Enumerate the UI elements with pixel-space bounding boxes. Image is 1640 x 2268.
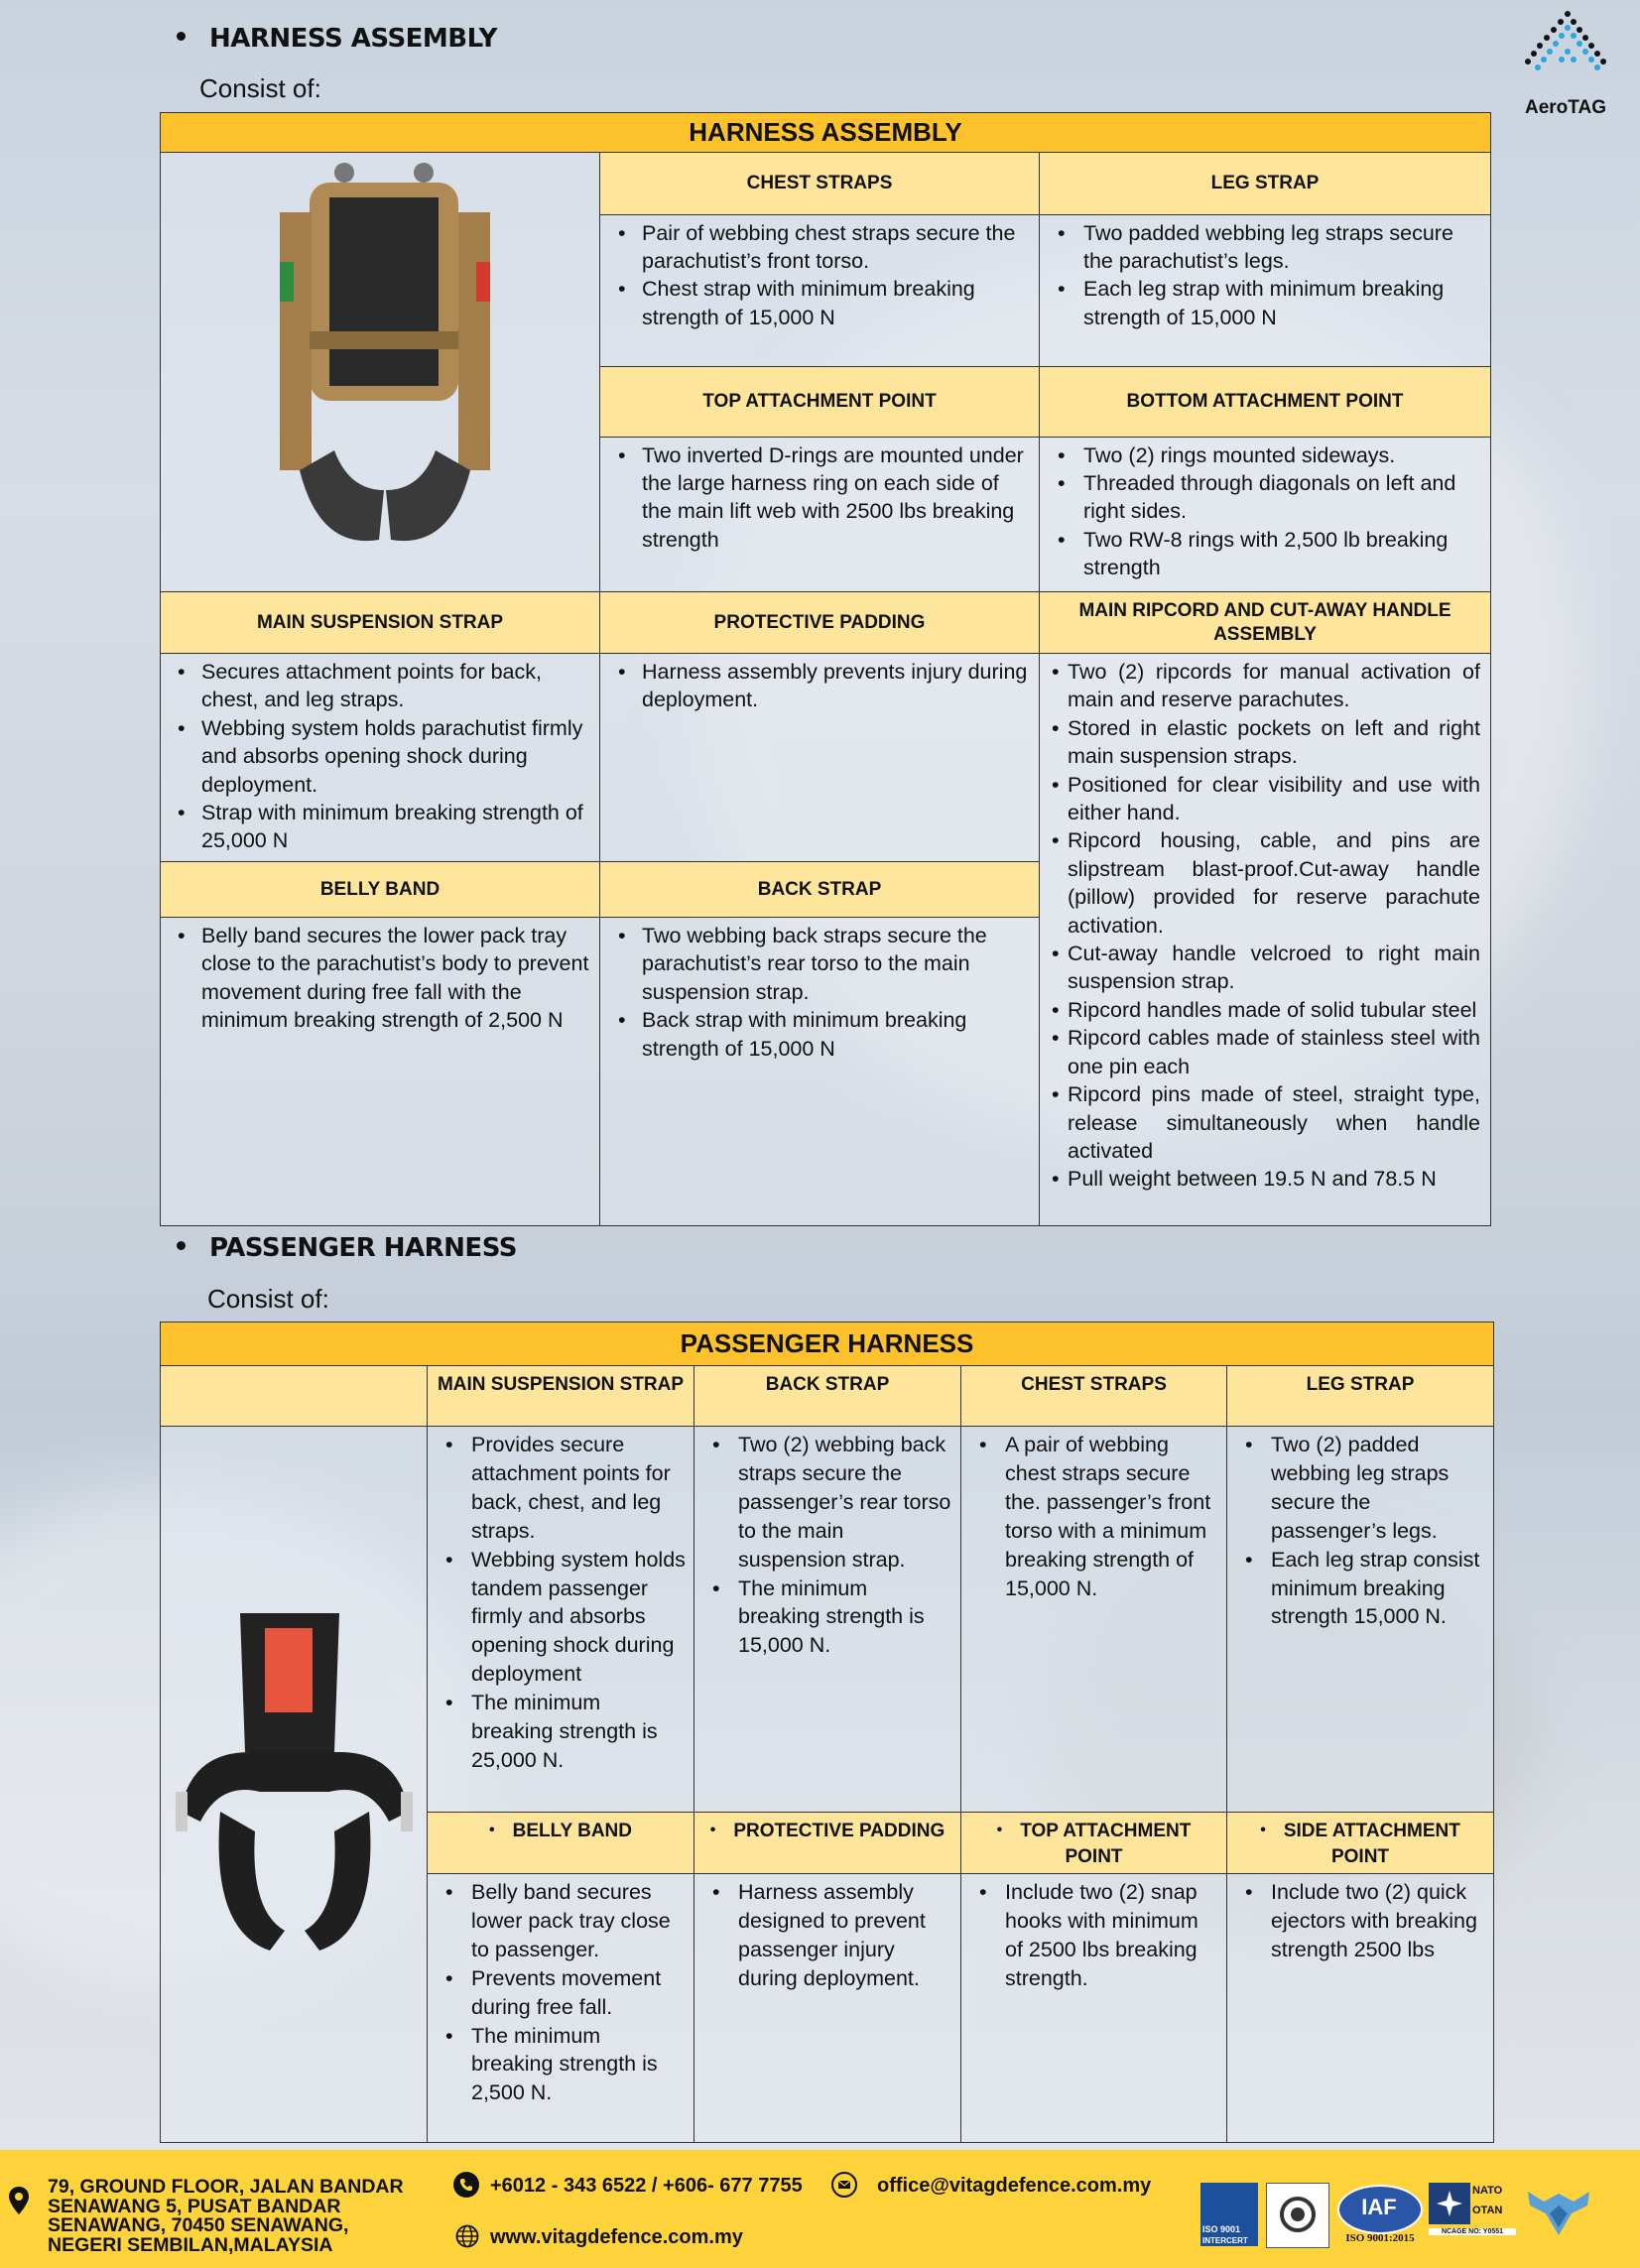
list-item: • Prevents movement during free fall.: [471, 1964, 686, 2022]
ha-leg-strap-cell: [1040, 214, 1491, 366]
list-item: • Cut-away handle velcroed to right main suspension strap.: [1068, 940, 1480, 996]
list-item: • Two webbing back straps secure the parachutist’s rear torso to the main suspension strap.: [642, 922, 1031, 1006]
list-item: • Each leg strap consist minimum breaking strength 15,000 N.: [1271, 1546, 1485, 1632]
address-line: NEGERI SEMBILAN,MALAYSIA: [48, 2233, 333, 2256]
ph-chest-straps-header: CHEST STRAPS: [961, 1366, 1227, 1427]
list-item: • Chest strap with minimum breaking strength of 15,000 N: [642, 275, 1031, 331]
address-line: SENAWANG, 70450 SENAWANG,: [48, 2214, 349, 2236]
list-item: • Provides secure attachment points for back, chest, and leg straps.: [471, 1431, 686, 1546]
harness-assembly-section-title: HARNESS ASSEMBLY: [177, 24, 497, 54]
ph-protective-padding-cell: [694, 1874, 961, 2143]
ha-chest-straps-header: CHEST STRAPS: [600, 153, 1040, 215]
ph-leg-strap-cell: [1227, 1427, 1494, 1813]
list-item: • The minimum breaking strength is 15,000 N.: [738, 1575, 952, 1661]
email-address[interactable]: office@vitagdefence.com.my: [877, 2175, 1152, 2197]
address: [48, 2178, 444, 2255]
list-item: • Belly band secures lower pack tray close to passenger.: [471, 1878, 686, 1964]
location-pin-icon: [8, 2186, 30, 2215]
list-item: • Ripcord pins made of steel, straight type, release simultaneously when handle activated: [1068, 1080, 1480, 1165]
list-item: • Stored in elastic pockets on left and right main suspension straps.: [1068, 714, 1480, 771]
list-item: • Ripcord cables made of stainless steel with one pin each: [1068, 1024, 1480, 1080]
list-item: • Strap with minimum breaking strength of 25,000 N: [201, 799, 591, 855]
passenger-harness-image-cell: [161, 1427, 428, 2143]
passenger-harness-table-title: PASSENGER HARNESS: [161, 1323, 1494, 1366]
list-item: • Belly band secures the lower pack tray close to the parachutist’s body to prevent movement during free fall with the minimum breaking strength of 2,500 N: [201, 922, 591, 1035]
list-item: • Ripcord housing, cable, and pins are slipstream blast-proof.Cut-away handle (pillow) provided for reserve parachute activation.: [1068, 826, 1480, 940]
list-item: • Include two (2) quick ejectors with breaking strength 2500 lbs: [1271, 1878, 1485, 1964]
ha-ripcord-cell: [1040, 654, 1491, 1226]
iso-9001-cert-logo: ISO 9001 INTERCERT: [1200, 2183, 1258, 2246]
list-item: • Two (2) rings mounted sideways.: [1083, 441, 1482, 469]
ph-main-suspension-header: MAIN SUSPENSION STRAP: [428, 1366, 694, 1427]
ph-top-attachment-cell: [961, 1874, 1227, 2143]
ph-leg-strap-header: LEG STRAP: [1227, 1366, 1494, 1427]
list-item: • Two padded webbing leg straps secure the parachutist’s legs.: [1083, 219, 1482, 276]
ha-bottom-attachment-cell: [1040, 437, 1491, 591]
ph-belly-band-header: • BELLY BAND: [428, 1813, 694, 1874]
ph-side-attachment-header: • SIDE ATTACHMENT POINT: [1227, 1813, 1494, 1874]
list-item: • Back strap with minimum breaking strength of 15,000 N: [642, 1006, 1031, 1063]
passenger-harness-image: [161, 1554, 428, 2010]
ph-main-suspension-cell: [428, 1427, 694, 1813]
website-link[interactable]: www.vitagdefence.com.my: [490, 2226, 743, 2248]
list-item: • Harness assembly prevents injury during deployment.: [642, 658, 1031, 714]
list-item: • Pull weight between 19.5 N and 78.5 N: [1068, 1165, 1480, 1193]
list-item: • Two inverted D-rings are mounted under the large harness ring on each side of the main lift web with 2500 lbs breaking strength: [642, 441, 1031, 555]
phone-icon: [453, 2172, 479, 2198]
ha-ripcord-header: MAIN RIPCORD AND CUT-AWAY HANDLE ASSEMBLY: [1040, 592, 1491, 654]
ph-chest-straps-cell: [961, 1427, 1227, 1813]
accreditation-cert-logo: [1266, 2183, 1329, 2248]
list-item: • Each leg strap with minimum breaking strength of 15,000 N: [1083, 275, 1482, 331]
passenger-harness-section-title: PASSENGER HARNESS: [177, 1233, 517, 1263]
harness-image-cell: [161, 153, 600, 592]
ha-back-strap-header: BACK STRAP: [600, 862, 1040, 918]
list-item: • The minimum breaking strength is 2,500 N.: [471, 2022, 686, 2108]
harness-assembly-table-title: HARNESS ASSEMBLY: [161, 113, 1491, 153]
list-item: • Two (2) webbing back straps secure the passenger’s rear torso to the main suspension strap.: [738, 1431, 952, 1575]
list-item: • Positioned for clear visibility and use with either hand.: [1068, 771, 1480, 827]
ha-bottom-attachment-header: BOTTOM ATTACHMENT POINT: [1040, 366, 1491, 437]
ph-back-strap-header: BACK STRAP: [694, 1366, 961, 1427]
address-line: 79, GROUND FLOOR, JALAN BANDAR: [48, 2176, 404, 2198]
ha-main-suspension-header: MAIN SUSPENSION STRAP: [161, 592, 600, 654]
ph-back-strap-cell: [694, 1427, 961, 1813]
list-item: • The minimum breaking strength is 25,000 N.: [471, 1689, 686, 1775]
harness-assembly-consist: Consist of:: [199, 73, 321, 103]
ph-empty-header: [161, 1366, 428, 1427]
list-item: • Webbing system holds tandem passenger firmly and absorbs opening shock during deployment: [471, 1546, 686, 1690]
list-item: • Webbing system holds parachutist firmly and absorbs opening shock during deployment.: [201, 714, 591, 799]
list-item: • Secures attachment points for back, chest, and leg straps.: [201, 658, 591, 714]
aerotag-logo: [1516, 8, 1615, 122]
globe-icon: [455, 2224, 479, 2248]
ha-chest-straps-cell: [600, 214, 1040, 366]
ha-protective-padding-cell: [600, 654, 1040, 862]
list-item: • Two RW-8 rings with 2,500 lb breaking strength: [1083, 526, 1482, 582]
ha-main-suspension-cell: [161, 654, 600, 862]
iaf-cert-logo: IAF ISO 9001:2015: [1337, 2183, 1421, 2242]
ph-protective-padding-header: • PROTECTIVE PADDING: [694, 1813, 961, 1874]
list-item: • Threaded through diagonals on left and right sides.: [1083, 469, 1482, 526]
ph-belly-band-cell: [428, 1874, 694, 2143]
email-icon: [831, 2172, 857, 2198]
ha-back-strap-cell: [600, 918, 1040, 1226]
ph-side-attachment-cell: [1227, 1874, 1494, 2143]
ha-belly-band-header: BELLY BAND: [161, 862, 600, 918]
eagle-emblem-icon: [1526, 2184, 1591, 2239]
ha-leg-strap-header: LEG STRAP: [1040, 153, 1491, 215]
nato-ncage-logo: NATO OTAN NCAGE NO: Y0551: [1429, 2183, 1516, 2242]
ha-top-attachment-cell: [600, 437, 1040, 591]
address-line: SENAWANG 5, PUSAT BANDAR: [48, 2195, 341, 2217]
harness-image: [161, 153, 600, 586]
ha-belly-band-cell: [161, 918, 600, 1226]
passenger-harness-consist: Consist of:: [207, 1284, 329, 1314]
ha-top-attachment-header: TOP ATTACHMENT POINT: [600, 366, 1040, 437]
list-item: • Two (2) ripcords for manual activation of main and reserve parachutes.: [1068, 658, 1480, 714]
footer: [0, 2150, 1640, 2268]
list-item: • Harness assembly designed to prevent passenger injury during deployment.: [738, 1878, 952, 1993]
logo-text: AeroTAG: [1525, 97, 1606, 118]
list-item: • Include two (2) snap hooks with minimum of 2500 lbs breaking strength.: [1005, 1878, 1218, 1993]
ph-top-attachment-header: • TOP ATTACHMENT POINT: [961, 1813, 1227, 1874]
harness-assembly-table: [160, 112, 1491, 1226]
list-item: • Ripcord handles made of solid tubular steel: [1068, 996, 1480, 1024]
list-item: • Two (2) padded webbing leg straps secure the passenger’s legs.: [1271, 1431, 1485, 1546]
list-item: • Pair of webbing chest straps secure the parachutist’s front torso.: [642, 219, 1031, 276]
ha-protective-padding-header: PROTECTIVE PADDING: [600, 592, 1040, 654]
passenger-harness-table: [160, 1322, 1494, 2143]
list-item: • A pair of webbing chest straps secure the. passenger’s front torso with a minimum breaking strength of 15,000 N.: [1005, 1431, 1218, 1602]
phone-number[interactable]: +6012 - 343 6522 / +606- 677 7755: [490, 2175, 803, 2197]
